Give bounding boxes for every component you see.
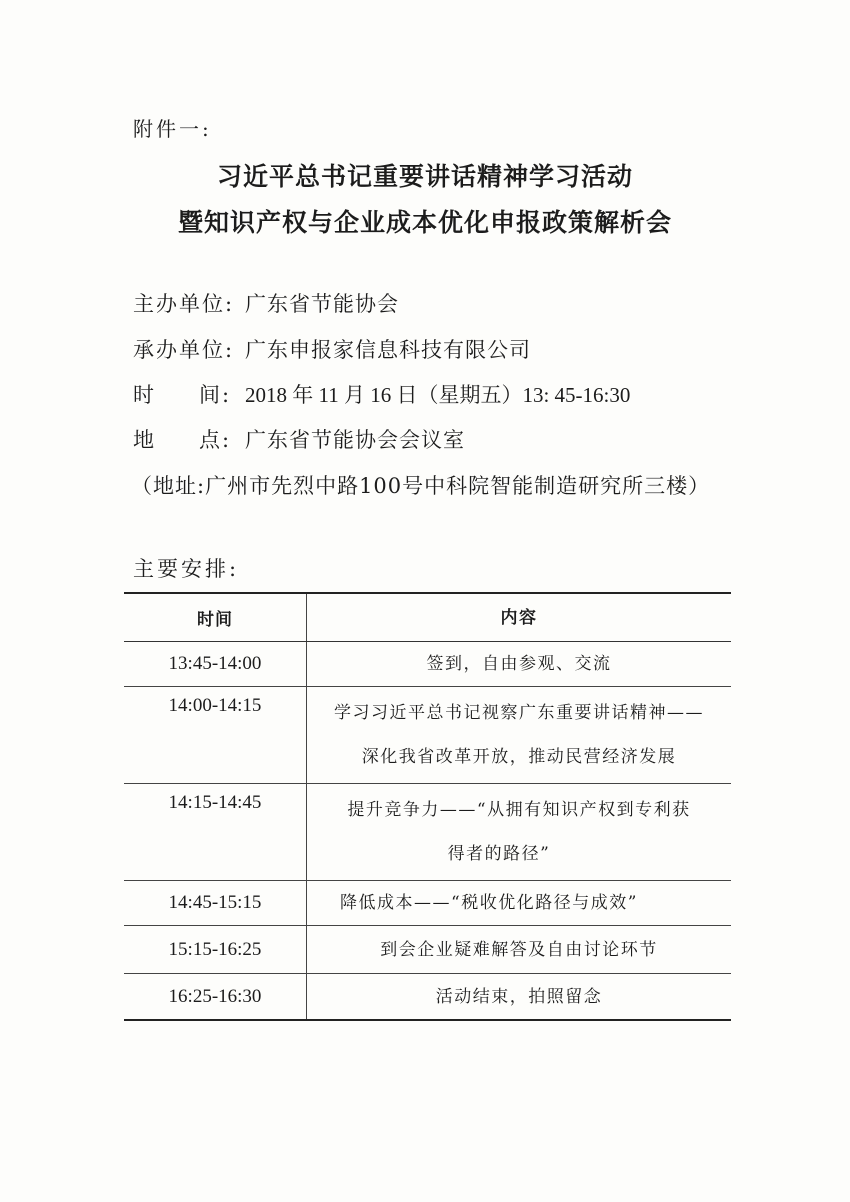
- header-content: 内容: [307, 593, 732, 642]
- host-label: 主办单位:: [133, 292, 235, 316]
- row-content: 活动结束，拍照留念: [307, 974, 732, 1021]
- time-row: [133, 379, 630, 409]
- row-time: 15:15-16:25: [124, 926, 307, 974]
- place-value: 广东省节能协会会议室: [245, 428, 465, 452]
- row-time: 14:15-14:45: [124, 784, 307, 881]
- table-header-row: [124, 593, 731, 642]
- table-row: [124, 687, 731, 784]
- place-row: [133, 424, 465, 454]
- table-row: [124, 784, 731, 881]
- place-label: 地 点:: [133, 428, 232, 452]
- row-content: 学习习近平总书记视察广东重要讲话精神—— 深化我省改革开放，推动民营经济发展: [307, 687, 732, 784]
- address-line: （地址:广州市先烈中路100号中科院智能制造研究所三楼）: [131, 474, 711, 498]
- row-time: 16:25-16:30: [124, 974, 307, 1021]
- schedule-label: 主要安排:: [133, 557, 240, 581]
- row-content: 签到，自由参观、交流: [307, 642, 732, 687]
- table-row: [124, 926, 731, 974]
- organizer-label: 承办单位:: [133, 338, 235, 362]
- row-content: 到会企业疑难解答及自由讨论环节: [307, 926, 732, 974]
- title-line-2: 暨知识产权与企业成本优化申报政策解析会: [177, 208, 672, 237]
- host-row: [133, 288, 399, 318]
- row-content: 提升竞争力——“从拥有知识产权到专利获 得者的路径”: [307, 784, 732, 881]
- host-value: 广东省节能协会: [245, 292, 399, 316]
- table-row: [124, 974, 731, 1021]
- time-label: 时 间:: [133, 383, 232, 407]
- table-row: [124, 881, 731, 926]
- title-line-1: 习近平总书记重要讲话精神学习活动: [216, 162, 633, 191]
- row-time: 14:00-14:15: [124, 687, 307, 784]
- attachment-label: 附件一:: [133, 117, 212, 141]
- schedule-table: [124, 592, 731, 1021]
- organizer-value: 广东申报家信息科技有限公司: [245, 338, 531, 362]
- time-value: 2018 年 11 月 16 日（星期五）13: 45-16:30: [245, 383, 631, 407]
- organizer-row: [133, 334, 531, 364]
- table-row: [124, 642, 731, 687]
- header-time: 时间: [124, 593, 307, 642]
- row-content: 降低成本——“税收优化路径与成效”: [307, 881, 732, 926]
- row-time: 14:45-15:15: [124, 881, 307, 926]
- row-time: 13:45-14:00: [124, 642, 307, 687]
